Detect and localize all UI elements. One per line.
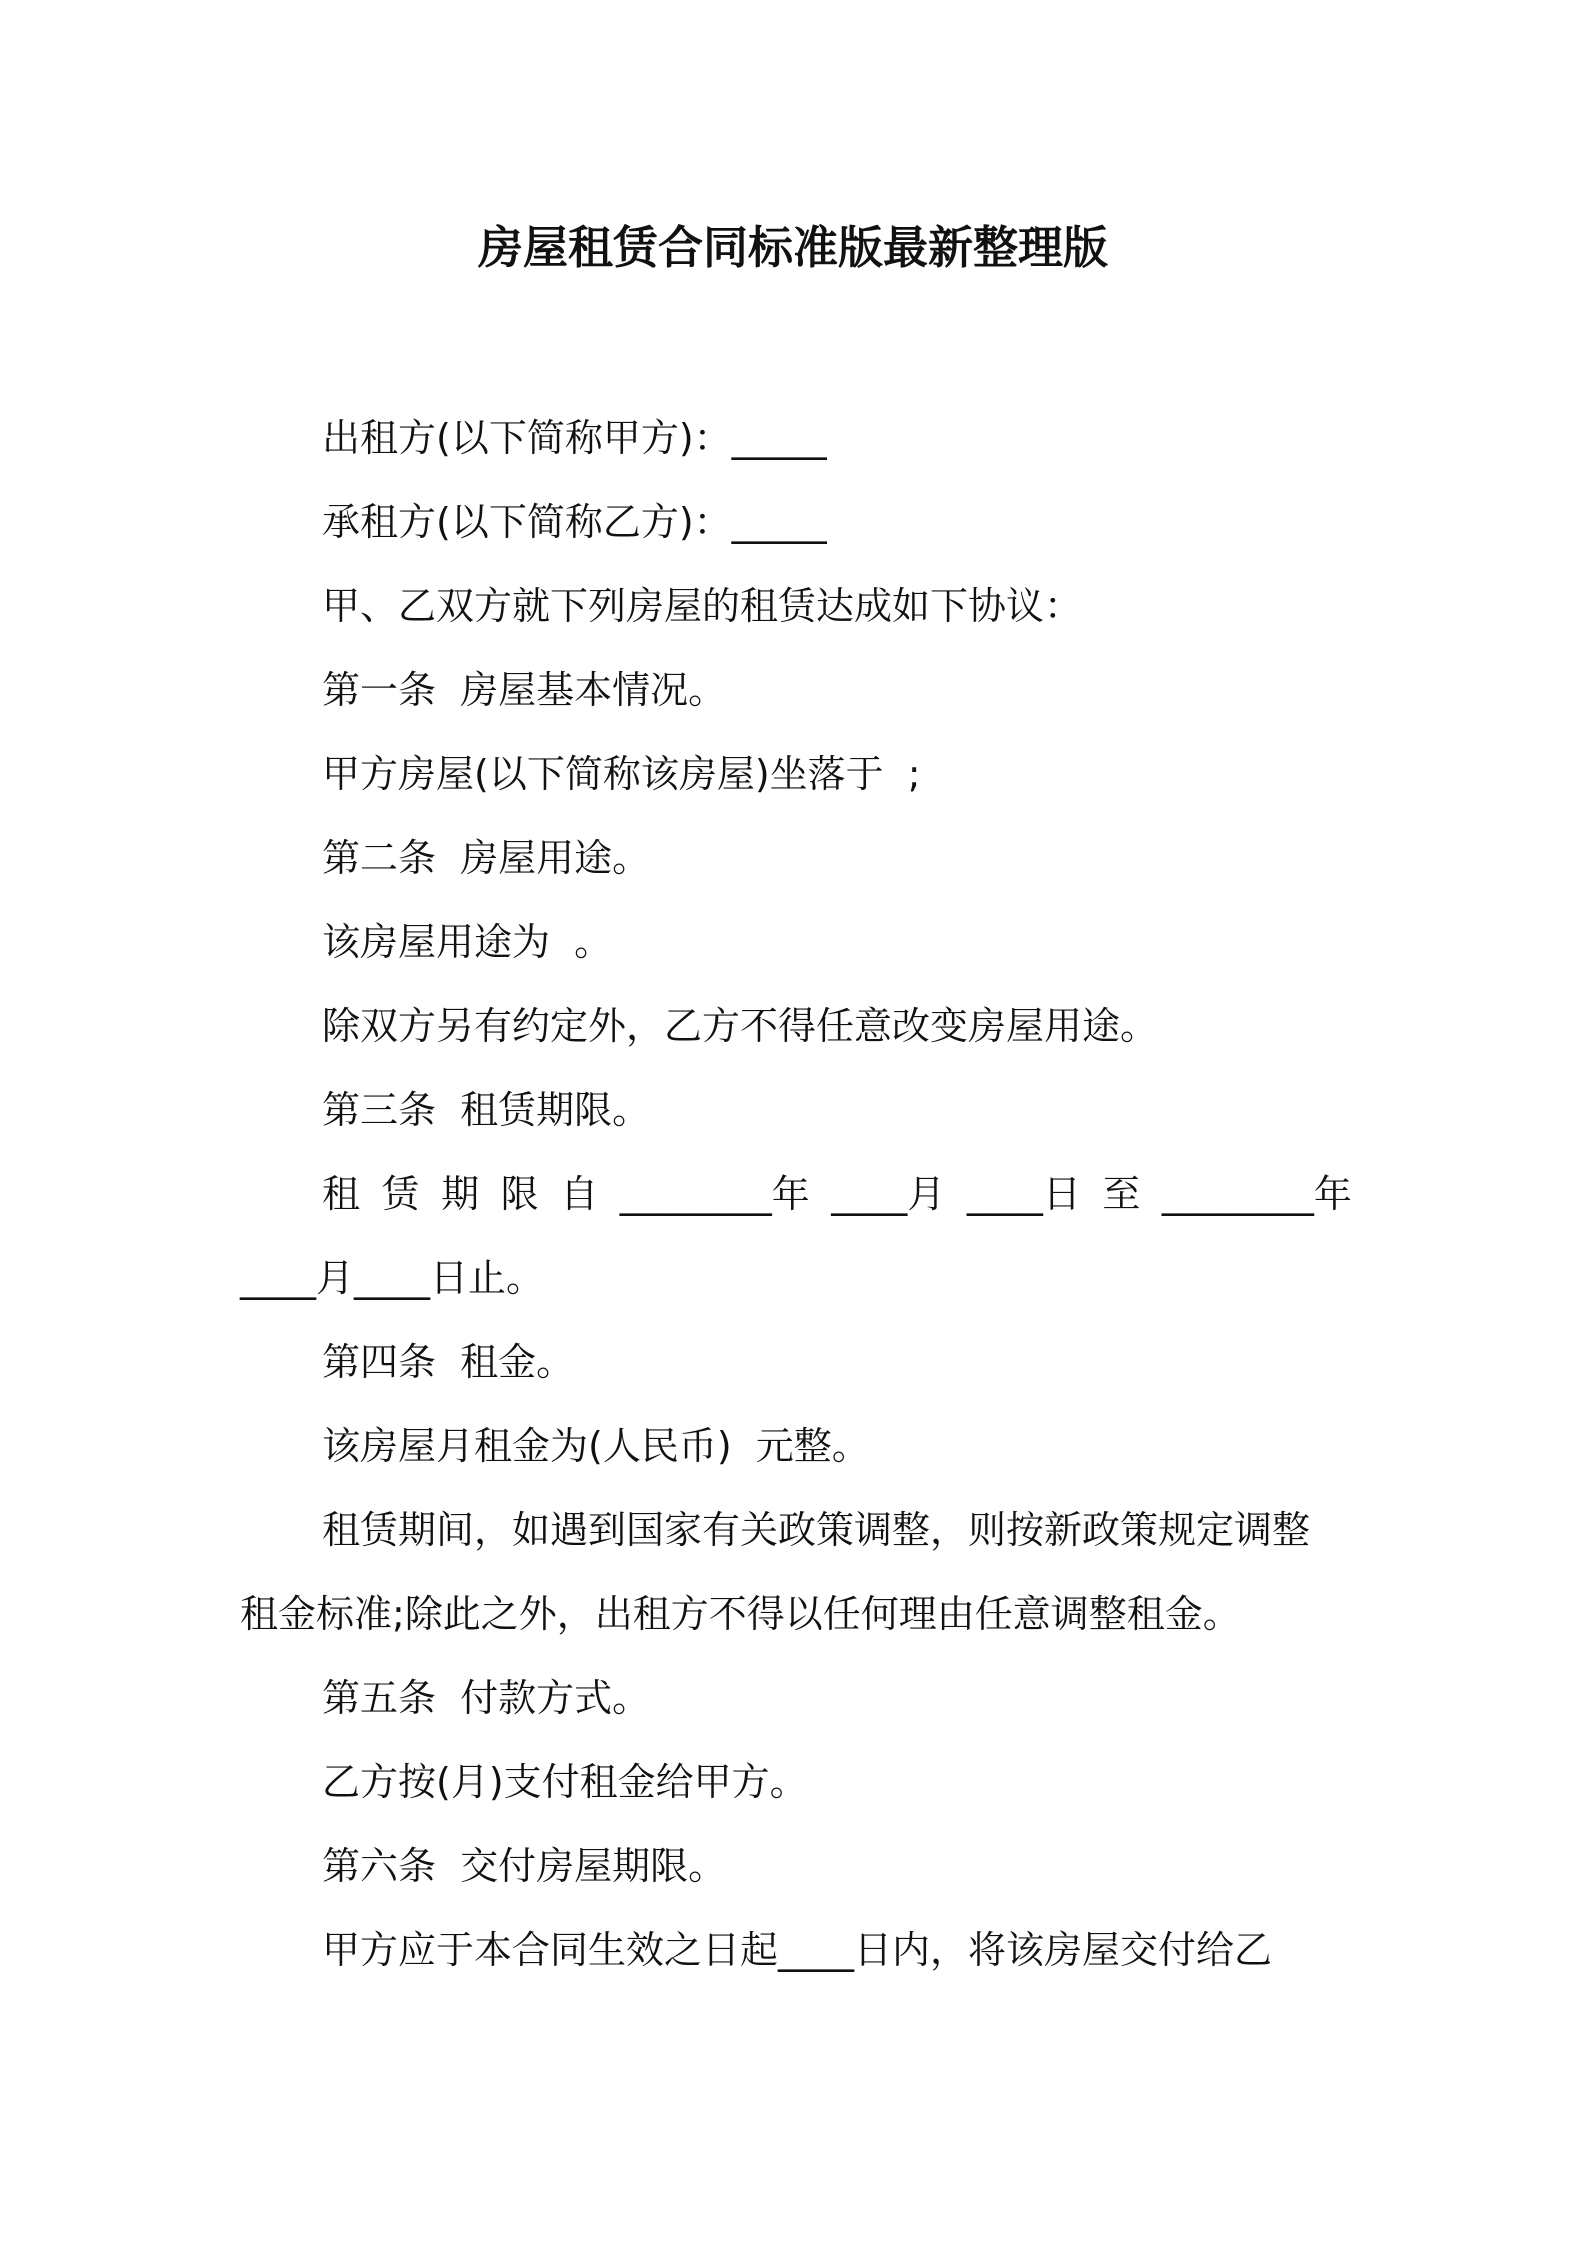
article-5-body: 乙方按(月)支付租金给甲方。 (322, 1760, 808, 1804)
agreement-intro: 甲、乙双方就下列房屋的租赁达成如下协议： (322, 584, 1083, 628)
article-4-heading: 第四条 租金。 (322, 1340, 575, 1384)
lessee-line: 承租方(以下简称乙方)：_____ (322, 500, 827, 544)
lessor-line: 出租方(以下简称甲方)：_____ (322, 416, 827, 460)
lease-term-part: ________年 (1161, 1172, 1352, 1216)
lease-term-part: ____月 (831, 1172, 946, 1216)
article-5-heading: 第五条 付款方式。 (322, 1676, 651, 1720)
article-2-body: 该房屋用途为 。 (322, 920, 613, 964)
lease-term-part: 租 (322, 1172, 361, 1216)
lease-term-line (322, 1166, 1352, 1222)
lease-term-part: 至 (1102, 1172, 1141, 1216)
article-4-policy: 租赁期间，如遇到国家有关政策调整，则按新政策规定调整 (322, 1508, 1311, 1552)
lease-term-part: 自 (560, 1172, 599, 1216)
article-4-policy-cont: 租金标准;除此之外，出租方不得以任何理由任意调整租金。 (240, 1592, 1241, 1636)
lease-term-part: ________年 (619, 1172, 810, 1216)
article-2-heading: 第二条 房屋用途。 (322, 836, 651, 880)
article-3-heading: 第三条 租赁期限。 (322, 1088, 651, 1132)
document-title: 房屋租赁合同标准版最新整理版 (477, 221, 1108, 274)
lease-term-end: ____月____日止。 (240, 1256, 545, 1300)
article-1-body: 甲方房屋(以下简称该房屋)坐落于 ; (322, 752, 921, 796)
lease-term-part: 限 (500, 1172, 539, 1216)
article-2-restriction: 除双方另有约定外，乙方不得任意改变房屋用途。 (322, 1004, 1159, 1048)
article-6-body: 甲方应于本合同生效之日起____日内，将该房屋交付给乙 (322, 1928, 1273, 1972)
article-4-rent: 该房屋月租金为(人民币) 元整。 (322, 1424, 870, 1468)
lease-term-part: 期 (441, 1172, 480, 1216)
article-6-heading: 第六条 交付房屋期限。 (322, 1844, 727, 1888)
lease-term-part: 赁 (381, 1172, 420, 1216)
lease-term-part: ____日 (966, 1172, 1081, 1216)
article-1-heading: 第一条 房屋基本情况。 (322, 668, 727, 712)
